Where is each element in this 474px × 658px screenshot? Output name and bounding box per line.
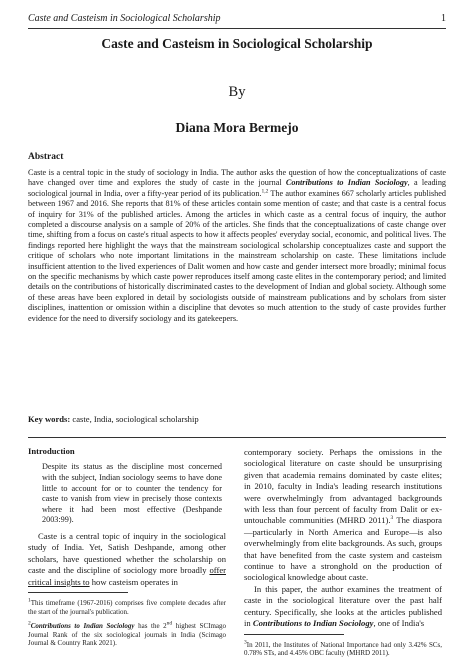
footnote-3: $^3$In 2011, the Institutes of National Importance had only 3.42% SCs, 0.78% STs, and 4.45% OBC faculty (MHRD 2011). (244, 639, 442, 658)
keywords-text: caste, India, sociological scholarship (70, 414, 199, 424)
abstract-heading: Abstract (28, 152, 64, 162)
footnote-1: $^1$This timeframe (1967-2016) comprises five complete decades after the start of the journal's publication. (28, 597, 226, 616)
running-header (28, 10, 446, 29)
keywords-label: Key words: (28, 414, 71, 424)
footnote-divider-right (244, 634, 344, 635)
section-divider (28, 437, 446, 438)
abstract-body: Caste is a central topic in the study of sociology in India. The author asks the question of how the conceptualizations of caste have changed over time and explores the study of caste in the journal Contributions to Indian Sociology, a leading sociological journal in India, over a fifty-year period of its publication.$^{1,2}$ The author examines 667 scholarly articles published between 1967 and 2016. She reports that 81% of these articles contain some mention of caste; and that caste is a central focus of inquiry for 31% of the published articles. Among the articles in which caste as a central focus of inquiry, the author completed a discourse analysis on a sample of 20% of the articles. She finds that the conceptualizations of caste change over time, shifting from a focus on caste's ritual aspects to how it affects peoples' everyday social, economic, and political lives. The findings reported here highlight the ways that the mainstream sociological scholarship conceptualizes caste and support the critique of scholars who note important limitations in the mainstream scholarship on caste. These limitations include insufficient attention to the lived experiences of Dalit women and how caste and gender intersect more broadly; minimal focus on the specific mechanisms by which caste power reproduces itself among caste elites in the contemporary period; and limited details on the contributions of historically discriminated castes to the development of Indian and global society. Although some of these areas have been explored in detail by sociologists outside of mainstream publications and by scholars from sister disciplines, inattention or omission within a discipline that devotes so much attention to the study of caste provides further evidence for the need to diversify sociology and its gatekeepers. (28, 168, 447, 323)
left-column (28, 446, 226, 648)
right-paragraph-1: contemporary society. Perhaps the omissions in the sociological literature on caste should be unsurprising given that academia remains dominated by caste elites; in 2010, faculty in India's leading research institutions were overwhelmingly from advantaged backgrounds with less than four percent of faculty from Dalit or ex-untouchable communities (MHRD 2011).$^3$ The diaspora—particularly in North America and Europe—is also overwhelmingly from elite backgrounds. As such, groups that have benefited from the caste system and casteism continue to have a stronghold on the production of sociological knowledge about caste. (244, 447, 442, 583)
introduction-heading: Introduction (28, 446, 75, 456)
intro-paragraph: Caste is a central topic of inquiry in the sociological study of India. Yet, Satish Deshpande, among other scholars, have questioned whether the scholarship on caste and the discipline of sociology more broadly offer critical insights to how casteism operates in (28, 530, 226, 587)
page-number: 1 (441, 13, 446, 24)
right-column (244, 447, 442, 658)
by-line: By (228, 84, 246, 100)
keywords (28, 414, 199, 424)
paper-title: Caste and Casteism in Sociological Scholarship (101, 36, 373, 51)
right-paragraph-2: In this paper, the author examines the treatment of caste in the sociological literature over the past half century. Specifically, she looks at the articles published in Contributions to Indian Sociology, one of India's (244, 583, 442, 629)
footnote-2: $^2$Contributions to Indian Sociology has the 2nd highest SCImago Journal Rank of the six sociological journals in India (Scimago Journal & Country Rank 2021). (28, 620, 226, 648)
footnote-divider (28, 592, 128, 593)
journal-name: Contributions to Indian Sociology (285, 178, 408, 188)
author-name: Diana Mora Bermejo (175, 120, 299, 135)
epigraph-quote: Despite its status as the discipline most concerned with the subject, Indian sociology seems to have done little to account for or to counter the tendency for caste to vanish from view in precisely those contexts where it had been most effective (Deshpande 2003:99). (42, 462, 222, 525)
running-header-title: Caste and Casteism in Sociological Scholarship (28, 13, 221, 24)
